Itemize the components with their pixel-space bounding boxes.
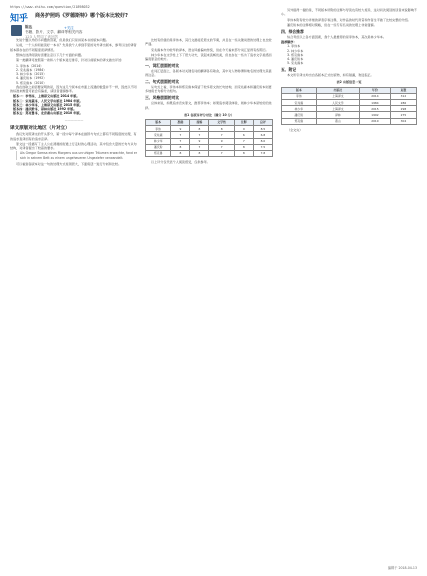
subheading: 一、词汇层面的对比	[145, 62, 180, 68]
table-header-cell: 流畅	[190, 119, 209, 125]
table-cell: 1992	[360, 112, 391, 118]
table-cell: 8.0	[253, 138, 272, 144]
table-cell: 8	[234, 150, 253, 156]
table-cell: 2014	[360, 93, 391, 99]
table-cell: 郑克鲁	[282, 118, 317, 124]
edition-line: 版本四：潘庆舲本，译林出版社 1992 年版。	[13, 106, 77, 111]
table-cell: 译林	[316, 112, 359, 118]
paragraph: 第一类翻译可按照第一卷和八个版本进行排序，针对以前版本的译文做出评述：	[16, 58, 125, 63]
table-cell: 李伟	[146, 126, 171, 132]
list-item: 4. 潘庆舲本	[291, 57, 417, 61]
vote-count: 123 人赞同了该回答	[25, 35, 59, 39]
paragraph: 先说个题以外的小问题的答案，但是我们只是讲某本书的版本问题。	[16, 38, 109, 42]
paragraph: 我们先对照译文的开头部分，第一段中每个译本在措辞与句式上都有不同程度的处理，有的追求直译而有的追求意译。	[10, 132, 137, 141]
paragraph: 可以看到各版本对这一句的处理方式差别很大，下面将逐一进行分析和比较。	[16, 161, 122, 166]
paragraph: 潘庆舲本的注释相对简略，但在一些专有名词的处理上非常谨慎。	[287, 22, 377, 27]
table-cell: 林少华	[282, 106, 317, 112]
table-cell: 7	[209, 132, 234, 138]
table-cell: 9	[234, 126, 253, 132]
paragraph: 从前，一个人如何能读好一本书？先是我个人拿到手里的对外译出版本，参考以往的译者版本都存在的不同程度误译情况。	[10, 43, 137, 52]
table-cell: 上海译文	[316, 106, 359, 112]
table-cell: 潘庆舲	[282, 112, 317, 118]
paragraph: 在词汇层面上，各版本对关键名词的翻译各有取舍，其中对人物称谓和地名的处理尤其值得注意。	[145, 69, 272, 78]
list-item: 4. 潘庆舲本（1992）	[16, 76, 47, 81]
list-item: 2. 林少华本	[291, 49, 417, 53]
subheading: 四、综合推荐	[281, 28, 304, 34]
table-cell: 7	[171, 138, 190, 144]
list-item: 1. 李伟本	[291, 44, 417, 48]
table-caption: 表2 出版信息一览	[336, 80, 362, 85]
column-3	[281, 8, 417, 133]
table-cell: 8	[209, 126, 234, 132]
table-cell: 298	[390, 106, 416, 112]
table-header-cell: 出版社	[316, 87, 359, 93]
edition-list	[16, 64, 138, 85]
paragraph: 李伟本附有较为详细的译者序和注释，对作品的时代背景和作者生平做了比较完整的介绍。	[287, 17, 411, 22]
paragraph: 综合考虑以上各方面因素，我个人最推荐的是李伟本，其次是林少华本。	[287, 34, 386, 39]
table-header-cell: 版本	[146, 119, 171, 125]
paragraph: 从句式上看，李伟本和郑克鲁本保留了较多原文的长句结构，而宋兆霖本和潘庆舲本则更多地将长句拆分为短句。	[145, 85, 272, 94]
subheading: 三、风格层面的对比	[145, 95, 180, 101]
paragraph: 本文所引译文均出自各版本正式出版物，如有错漏，欢迎指正。	[287, 73, 374, 78]
table-header-cell: 年份	[360, 87, 391, 93]
list-title: 推荐顺序：	[281, 40, 297, 45]
list-item: 2. 宋兆霖本（1984）	[16, 67, 47, 72]
edition-line: 版本一：李伟本，上海译文出版社 2014 年版。	[13, 94, 80, 99]
list-item: 3. 林少华本（2015）	[16, 72, 47, 77]
page-url[interactable]: https://www.zhihu.com/question/21898032	[10, 5, 90, 9]
table-cell: 7	[209, 144, 234, 150]
table-cell: 郑克鲁	[146, 150, 171, 156]
table-row	[282, 118, 417, 124]
list-item: 3. 郑克鲁本	[291, 53, 417, 57]
paragraph: 整体在选择阅读时需要注意以下几个方面的问题。	[16, 52, 85, 57]
table-cell: 7.5	[253, 144, 272, 150]
paragraph: 我在选取之前需要说明的是，因为这几个版本在市面上流通的数量并不一样，因此以不同的标准来衡量可能会有偏差，请读者谨慎参考。	[10, 84, 137, 93]
table-cell: 9	[190, 138, 209, 144]
table-cell: 2010	[360, 118, 391, 124]
table-header-cell: 页数	[390, 87, 416, 93]
follow-button[interactable]: +关注	[64, 25, 74, 30]
table-cell: 8	[171, 150, 190, 156]
paragraph: 总体来说，如果追求忠实原文，推荐李伟本；如果追求阅读体验，则林少华本是较好的选择。	[145, 101, 272, 110]
table-cell: 8	[234, 144, 253, 150]
table-cell: 人民文学	[316, 100, 359, 106]
table-cell: 286	[390, 100, 416, 106]
publish-table	[281, 87, 417, 125]
table-cell: 9	[209, 138, 234, 144]
paragraph: （全文完）	[287, 127, 303, 132]
table-header-cell: 文学性	[209, 119, 234, 125]
table-caption: 表1 各版本评分对比（满分 10 分）	[184, 112, 234, 117]
author-bio: 书籍、影片、文学、翻译等相关内容	[25, 30, 83, 34]
table-cell: 1984	[360, 100, 391, 106]
table-header-cell: 注释	[234, 119, 253, 125]
paragraph: 比较有价值的是李伟本，其行文最接近原文的节奏，并且在一些关键词语的处理上也比较严谨。	[145, 38, 272, 47]
list-item: 5. 郑克鲁本（2010）	[16, 80, 47, 85]
column-1	[10, 38, 138, 167]
recommend-list	[281, 44, 417, 65]
table-cell: 6.8	[253, 132, 272, 138]
table-cell: 林少华	[146, 138, 171, 144]
table-cell: 上海译文	[316, 93, 359, 99]
table-cell: 7	[209, 150, 234, 156]
section-heading: 译文原版对比地区（片对立）	[10, 125, 70, 131]
table-cell: 7	[190, 132, 209, 138]
table-cell: 宋兆霖	[282, 100, 317, 106]
table-cell: 6	[234, 132, 253, 138]
table-cell: 7	[171, 132, 190, 138]
table-cell: 275	[390, 112, 416, 118]
score-table	[145, 119, 273, 157]
list-item: 1. 李伟本（2014）	[16, 63, 44, 68]
table-cell: 2015	[360, 106, 391, 112]
paragraph: 林少华本在文学性上下了很大功夫，读起来流畅优美，但也存在一些为了追求文字美感而偏离原意的地方。	[145, 52, 272, 62]
table-cell: 宋兆霖	[146, 132, 171, 138]
author-name[interactable]: 陈达	[25, 25, 33, 29]
edition-line: 版本二：宋兆霖本，人民文学出版社 1984 年版。	[13, 98, 83, 103]
divider: ——————	[64, 118, 84, 123]
quote-block: Als Gregor Samsa eines Morgens aus unruhigen Träumen erwachte, fand er sich in seinem Bett zu einem ungeheueren Ungeziefer verwandelt.	[16, 151, 138, 159]
table-cell: 304	[390, 118, 416, 124]
table-cell: 7.8	[253, 150, 272, 156]
table-cell: 8	[171, 144, 190, 150]
table-cell: 8	[190, 150, 209, 156]
edit-date: 编辑于 2018-04-13	[387, 566, 417, 570]
table-header-cell: 准确	[171, 119, 190, 125]
subheading: 五、附记	[281, 67, 297, 72]
table-cell: 7	[190, 144, 209, 150]
table-cell: 8.5	[253, 126, 272, 132]
column-2	[145, 38, 273, 166]
table-row	[146, 150, 273, 156]
table-header-cell: 总评	[253, 119, 272, 125]
paragraph: 原文这一段描写了主人公在清晨的街道上行走时的心理活动，其中包含大量的长句与从句结构，对译者提出了较高的要求。	[10, 141, 137, 151]
table-cell: 7	[234, 138, 253, 144]
edition-details	[13, 94, 138, 115]
zhihu-logo[interactable]: 知乎	[10, 14, 29, 24]
subheading: 二、句式层面的对比	[145, 79, 180, 84]
paragraph: 另外值得一提的是，不同版本所附的注释与导读也有较大差异，这对初次阅读的读者来说影响不小。	[281, 8, 417, 17]
edition-line: 版本三：林少华本，上海译文出版社 2015 年版。	[13, 102, 83, 107]
edition-line: 版本五：郑克鲁本，北京燕山出版社 2010 年版。	[13, 111, 83, 116]
table-cell: 燕山	[316, 118, 359, 124]
table-cell: 8	[190, 126, 209, 132]
paragraph: 宋兆霖本作为较早的译本，语言风格偏向传统，但在今天看来部分词汇显得有些陈旧。	[151, 47, 269, 52]
table-cell: 李伟	[282, 93, 317, 99]
table-cell: 312	[390, 93, 416, 99]
table-cell: 潘庆舲	[146, 144, 171, 150]
table-header-cell: 版本	[282, 87, 317, 93]
avatar[interactable]	[11, 25, 22, 36]
page-title: 商务护照吗《罗德斯特》哪个版本比较好?	[35, 13, 128, 19]
table-cell: 9	[171, 126, 190, 132]
paragraph: 以上评分仅代表个人阅读感受，仅供参考。	[151, 160, 210, 165]
list-item: 5. 宋兆霖本	[291, 61, 417, 65]
